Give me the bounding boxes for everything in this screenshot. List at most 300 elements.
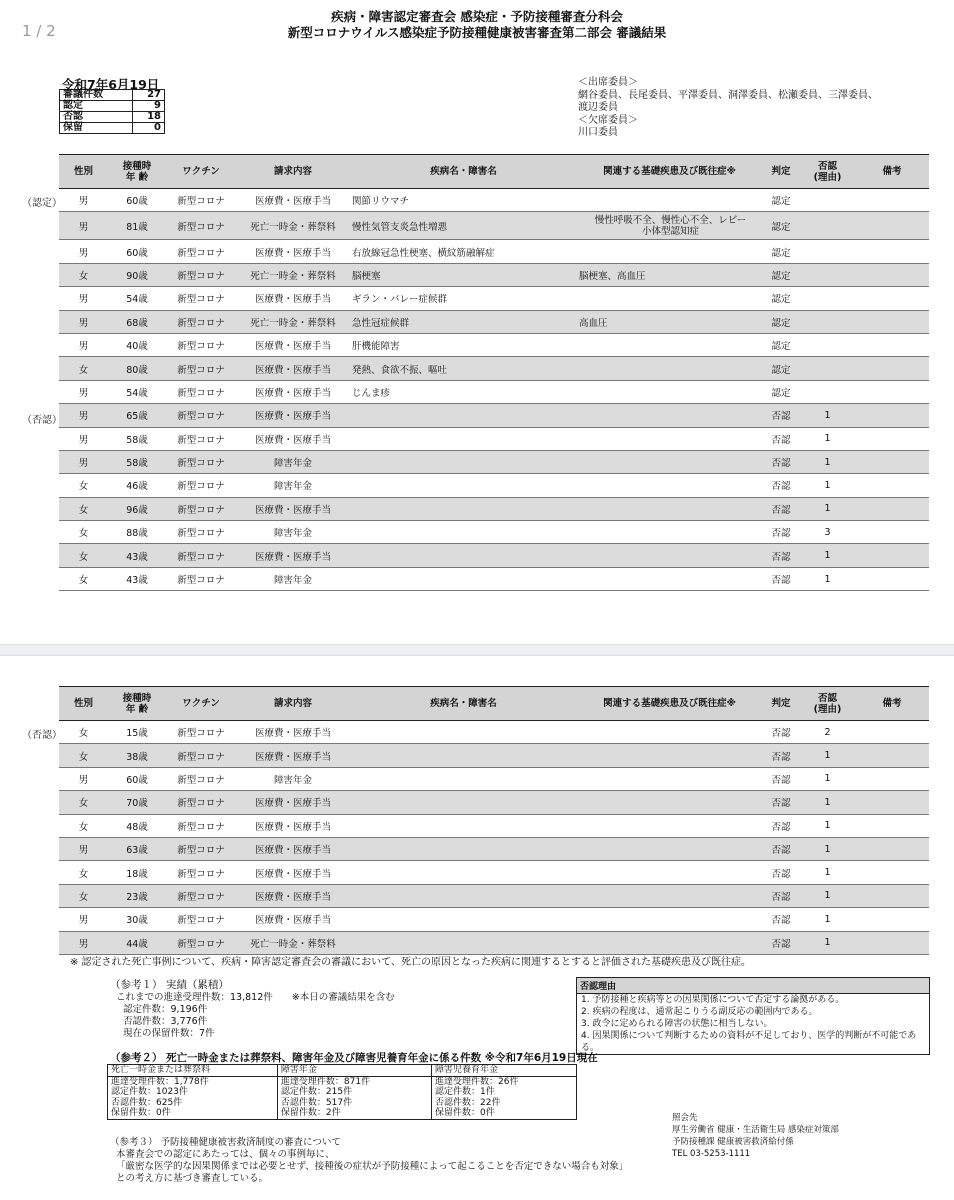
cell-remarks [855, 357, 929, 380]
cell-claim: 医療費・医療手当 [236, 861, 350, 884]
cell-age: 81歳 [108, 212, 166, 240]
ref2-cell: 進達受理件数：26件 [432, 1076, 577, 1087]
ref2-cell: 否認件数：625件 [108, 1098, 278, 1109]
cell-sex: 男 [59, 427, 108, 450]
table-row [59, 263, 929, 286]
cell-judgment: 認定 [762, 287, 800, 310]
page-break [0, 644, 954, 656]
cell-related: 脳梗塞、高血圧 [577, 263, 762, 286]
cell-sex: 男 [59, 380, 108, 403]
cell-disease [350, 521, 577, 544]
header-claim: 請求内容 [236, 687, 350, 721]
present-heading: ＜出席委員＞ [578, 77, 638, 88]
header-vaccine: ワクチン [166, 155, 236, 189]
cell-age: 23歳 [108, 884, 166, 907]
table-row [59, 744, 929, 767]
cell-related [577, 837, 762, 860]
cell-sex: 女 [59, 474, 108, 497]
cell-vaccine: 新型コロナ [166, 287, 236, 310]
ref2-table [107, 1064, 577, 1120]
cell-reason [800, 333, 855, 356]
cell-disease [350, 450, 577, 473]
cell-judgment: 否認 [762, 837, 800, 860]
cell-related [577, 497, 762, 520]
denial-reason-item: 2. 疾病の程度は、通常起こりうる副反応の範囲内である。 [581, 1007, 818, 1017]
cell-sex: 女 [59, 497, 108, 520]
cell-claim: 死亡一時金・葬祭料 [236, 310, 350, 333]
cell-judgment: 否認 [762, 544, 800, 567]
cell-disease [350, 474, 577, 497]
cell-vaccine: 新型コロナ [166, 744, 236, 767]
header-age [108, 155, 166, 189]
cell-sex: 男 [59, 189, 108, 212]
ref2-cell: 進達受理件数：1,778件 [108, 1076, 278, 1087]
cell-disease: 関節リウマチ [350, 189, 577, 212]
cell-vaccine: 新型コロナ [166, 380, 236, 403]
cell-judgment: 否認 [762, 861, 800, 884]
cell-sex: 女 [59, 263, 108, 286]
cell-related [577, 474, 762, 497]
header-reason-line1: 否認 [817, 160, 837, 172]
cell-reason: 2 [800, 721, 855, 744]
cell-remarks [855, 744, 929, 767]
cell-reason: 1 [800, 908, 855, 931]
cell-related [577, 240, 762, 263]
cell-sex: 男 [59, 240, 108, 263]
cell-remarks [855, 380, 929, 403]
cell-related [577, 333, 762, 356]
cell-vaccine: 新型コロナ [166, 721, 236, 744]
cell-remarks [855, 240, 929, 263]
cell-remarks [855, 567, 929, 590]
present-members-cont: 渡辺委員 [578, 102, 618, 113]
table-header-row [59, 687, 929, 721]
ref2-cell: 保留件数：0件 [108, 1108, 278, 1119]
cell-related: 高血圧 [577, 310, 762, 333]
cell-related [577, 404, 762, 427]
cell-vaccine: 新型コロナ [166, 908, 236, 931]
cell-judgment: 否認 [762, 884, 800, 907]
cell-disease: じんま疹 [350, 380, 577, 403]
cell-claim: 医療費・医療手当 [236, 744, 350, 767]
table-row [59, 212, 929, 240]
cell-reason [800, 240, 855, 263]
cell-vaccine: 新型コロナ [166, 240, 236, 263]
cell-age: 54歳 [108, 287, 166, 310]
cell-remarks [855, 837, 929, 860]
cell-judgment: 認定 [762, 240, 800, 263]
header-remarks: 備考 [855, 155, 929, 189]
cell-judgment: 認定 [762, 310, 800, 333]
cell-vaccine: 新型コロナ [166, 404, 236, 427]
present-members: 網谷委員、長尾委員、平澤委員、洞澤委員、松瀬委員、三澤委員、 [578, 89, 878, 101]
ref2-cell: 進達受理件数：871件 [277, 1076, 431, 1087]
cell-remarks [855, 212, 929, 240]
cell-reason: 1 [800, 744, 855, 767]
cell-related [577, 884, 762, 907]
contact-phone: TEL 03-5253-1111 [672, 1149, 751, 1159]
cell-sex: 男 [59, 767, 108, 790]
summary-label: 保留 [60, 123, 133, 134]
cell-age: 46歳 [108, 474, 166, 497]
header-remarks: 備考 [855, 687, 929, 721]
cell-vaccine: 新型コロナ [166, 497, 236, 520]
cell-judgment: 認定 [762, 357, 800, 380]
cell-judgment: 否認 [762, 567, 800, 590]
header-age-line1: 接種時 [122, 160, 152, 172]
ref2-cell: 認定件数：1件 [432, 1087, 577, 1098]
cell-remarks [855, 333, 929, 356]
cell-sex: 女 [59, 544, 108, 567]
cell-judgment: 否認 [762, 721, 800, 744]
contact-section: 予防接種課 健康被害救済給付係 [672, 1137, 794, 1147]
cell-sex: 女 [59, 791, 108, 814]
cell-disease: 慢性気管支炎急性増悪 [350, 212, 577, 240]
absent-heading: ＜欠席委員＞ [578, 114, 638, 126]
cell-age: 43歳 [108, 544, 166, 567]
table-row [59, 189, 929, 212]
cell-disease [350, 908, 577, 931]
cell-related [577, 380, 762, 403]
cell-age: 43歳 [108, 567, 166, 590]
cell-reason: 1 [800, 861, 855, 884]
ref2-row [108, 1098, 577, 1109]
cell-claim: 死亡一時金・葬祭料 [236, 931, 350, 954]
cell-reason [800, 212, 855, 240]
ref2-header: 死亡一時金または葬祭料 [108, 1065, 278, 1077]
cell-disease: 肝機能障害 [350, 333, 577, 356]
cell-judgment: 否認 [762, 404, 800, 427]
header-disease: 疾病名・障害名 [350, 687, 577, 721]
header-judgment: 判定 [762, 155, 800, 189]
cell-remarks [855, 497, 929, 520]
table-row [59, 861, 929, 884]
cell-vaccine: 新型コロナ [166, 357, 236, 380]
cell-vaccine: 新型コロナ [166, 791, 236, 814]
header-judgment: 判定 [762, 687, 800, 721]
summary-table [59, 89, 165, 134]
cell-sex: 男 [59, 310, 108, 333]
table-row [59, 333, 929, 356]
cell-disease: 右放線冠急性梗塞、横紋筋融解症 [350, 240, 577, 263]
summary-row [60, 101, 165, 112]
cell-claim: 医療費・医療手当 [236, 791, 350, 814]
cell-claim: 医療費・医療手当 [236, 884, 350, 907]
cell-sex: 女 [59, 861, 108, 884]
cell-related [577, 931, 762, 954]
cell-age: 80歳 [108, 357, 166, 380]
cell-age: 40歳 [108, 333, 166, 356]
cell-reason: 1 [800, 567, 855, 590]
cell-age: 30歳 [108, 908, 166, 931]
cell-sex: 男 [59, 333, 108, 356]
cell-vaccine: 新型コロナ [166, 567, 236, 590]
cell-remarks [855, 263, 929, 286]
denial-reason-item: 1. 予防接種と疾病等との因果関係について否定する論拠がある。 [581, 995, 845, 1005]
cell-claim: 死亡一時金・葬祭料 [236, 263, 350, 286]
cell-vaccine: 新型コロナ [166, 544, 236, 567]
table-row [59, 767, 929, 790]
cell-claim: 医療費・医療手当 [236, 333, 350, 356]
contact-dept: 厚生労働省 健康・生活衛生局 感染症対策部 [672, 1125, 839, 1135]
cell-reason: 1 [800, 450, 855, 473]
table-row [59, 474, 929, 497]
cell-remarks [855, 931, 929, 954]
cell-related [577, 861, 762, 884]
cell-judgment: 否認 [762, 521, 800, 544]
ref2-cell: 保留件数：0件 [432, 1108, 577, 1119]
header-reason-line2: (理由) [813, 171, 842, 183]
cell-vaccine: 新型コロナ [166, 474, 236, 497]
header-claim: 請求内容 [236, 155, 350, 189]
cell-claim: 医療費・医療手当 [236, 908, 350, 931]
cell-judgment: 否認 [762, 767, 800, 790]
cell-reason: 1 [800, 791, 855, 814]
cell-reason [800, 287, 855, 310]
ref2-header: 障害児養育年金 [432, 1065, 577, 1077]
cell-sex: 女 [59, 721, 108, 744]
header-related: 関連する基礎疾患及び既往症※ [577, 155, 762, 189]
cell-reason: 1 [800, 814, 855, 837]
cell-disease [350, 931, 577, 954]
results-table-page1 [59, 154, 929, 591]
cell-claim: 死亡一時金・葬祭料 [236, 212, 350, 240]
cell-related [577, 567, 762, 590]
cell-disease [350, 861, 577, 884]
ref1-title: （参考１） 実績（累積） [110, 979, 229, 991]
table-row [59, 287, 929, 310]
group-label-approved: （認定） [22, 198, 62, 209]
cell-sex: 男 [59, 212, 108, 240]
cell-disease [350, 567, 577, 590]
cell-vaccine: 新型コロナ [166, 931, 236, 954]
cell-related [577, 767, 762, 790]
cell-remarks [855, 861, 929, 884]
table-row [59, 721, 929, 744]
ref2-row [108, 1087, 577, 1098]
cell-remarks [855, 908, 929, 931]
cell-judgment: 否認 [762, 791, 800, 814]
cell-sex: 女 [59, 744, 108, 767]
table-header-row [59, 155, 929, 189]
summary-label: 認定 [60, 101, 133, 112]
cell-related [577, 450, 762, 473]
cell-reason: 1 [800, 427, 855, 450]
cell-reason [800, 189, 855, 212]
cell-related [577, 357, 762, 380]
cell-judgment: 否認 [762, 427, 800, 450]
cell-disease [350, 814, 577, 837]
header-reason [800, 687, 855, 721]
header-vaccine: ワクチン [166, 687, 236, 721]
cell-claim: 医療費・医療手当 [236, 357, 350, 380]
cell-remarks [855, 427, 929, 450]
cell-remarks [855, 521, 929, 544]
cell-age: 58歳 [108, 427, 166, 450]
cell-vaccine: 新型コロナ [166, 837, 236, 860]
cell-claim: 障害年金 [236, 767, 350, 790]
cell-claim: 医療費・医療手当 [236, 427, 350, 450]
cell-claim: 医療費・医療手当 [236, 721, 350, 744]
summary-value: 9 [132, 101, 164, 112]
related-line: 慢性呼吸不全、慢性心不全、レビー [594, 214, 747, 226]
cell-reason: 1 [800, 474, 855, 497]
ref3-line2: 「厳密な医学的な因果関係までは必要とせず、接種後の症状が予防接種によって起こることを否定できない場合も対象」 [116, 1161, 629, 1172]
cell-claim: 医療費・医療手当 [236, 240, 350, 263]
absent-members: 川口委員 [578, 127, 618, 138]
contact-block [672, 1112, 839, 1160]
table-row [59, 908, 929, 931]
cell-age: 48歳 [108, 814, 166, 837]
ref2-header-row [108, 1065, 577, 1077]
contact-heading: 照会先 [672, 1113, 698, 1123]
table-row [59, 837, 929, 860]
cell-claim: 医療費・医療手当 [236, 287, 350, 310]
cell-remarks [855, 721, 929, 744]
cell-disease [350, 884, 577, 907]
cell-disease [350, 791, 577, 814]
table-row [59, 544, 929, 567]
cell-remarks [855, 287, 929, 310]
summary-value: 18 [132, 112, 164, 123]
cell-vaccine: 新型コロナ [166, 521, 236, 544]
cell-disease: 発熱、食欲不振、嘔吐 [350, 357, 577, 380]
summary-value: 0 [132, 123, 164, 134]
cell-sex: 男 [59, 287, 108, 310]
summary-label: 否認 [60, 112, 133, 123]
cell-age: 63歳 [108, 837, 166, 860]
cell-reason [800, 263, 855, 286]
page-indicator: 1 / 2 [22, 22, 56, 40]
cell-disease: ギラン・バレー症候群 [350, 287, 577, 310]
cell-sex: 男 [59, 931, 108, 954]
cell-remarks [855, 310, 929, 333]
cell-reason: 1 [800, 544, 855, 567]
table-row [59, 791, 929, 814]
cell-age: 38歳 [108, 744, 166, 767]
cell-claim: 医療費・医療手当 [236, 497, 350, 520]
ref3-line3: との考え方に基づき審査している。 [116, 1173, 269, 1184]
table-row [59, 521, 929, 544]
cell-age: 65歳 [108, 404, 166, 427]
cell-related [577, 544, 762, 567]
cell-sex: 男 [59, 450, 108, 473]
header-reason-line2: (理由) [813, 703, 842, 715]
cell-vaccine: 新型コロナ [166, 861, 236, 884]
cell-sex: 女 [59, 884, 108, 907]
cell-vaccine: 新型コロナ [166, 263, 236, 286]
ref2-cell: 否認件数：22件 [432, 1098, 577, 1109]
table-row [59, 567, 929, 590]
header-reason [800, 155, 855, 189]
cell-judgment: 否認 [762, 908, 800, 931]
cell-claim: 医療費・医療手当 [236, 837, 350, 860]
cell-age: 96歳 [108, 497, 166, 520]
cell-judgment: 認定 [762, 263, 800, 286]
cell-age: 88歳 [108, 521, 166, 544]
cell-judgment: 否認 [762, 931, 800, 954]
cell-reason: 1 [800, 497, 855, 520]
header-age-line2: 年 齢 [125, 171, 149, 183]
denial-reasons-box [576, 977, 930, 1055]
cell-reason [800, 357, 855, 380]
header-age-line1: 接種時 [122, 692, 152, 704]
cell-claim: 医療費・医療手当 [236, 404, 350, 427]
table-row [59, 931, 929, 954]
cell-judgment: 否認 [762, 450, 800, 473]
ref3-title: （参考３） 予防接種健康被害救済制度の審査について [110, 1137, 341, 1148]
members-block [578, 77, 878, 140]
cell-reason: 1 [800, 884, 855, 907]
cell-judgment: 認定 [762, 212, 800, 240]
cell-reason [800, 380, 855, 403]
cell-disease: 脳梗塞 [350, 263, 577, 286]
cell-sex: 男 [59, 908, 108, 931]
cell-age: 60歳 [108, 767, 166, 790]
cell-remarks [855, 189, 929, 212]
group-label-denied: （否認） [22, 415, 62, 426]
cell-related [577, 814, 762, 837]
cell-claim: 医療費・医療手当 [236, 544, 350, 567]
header-related: 関連する基礎疾患及び既往症※ [577, 687, 762, 721]
summary-value: 27 [132, 90, 164, 101]
cell-related [577, 908, 762, 931]
cell-reason: 3 [800, 521, 855, 544]
cell-age: 60歳 [108, 240, 166, 263]
cell-remarks [855, 474, 929, 497]
cell-claim: 障害年金 [236, 521, 350, 544]
document-title-line1: 疾病・障害認定審査会 感染症・予防接種審査分科会 [331, 9, 623, 24]
cell-remarks [855, 544, 929, 567]
summary-row [60, 123, 165, 134]
cell-judgment: 認定 [762, 189, 800, 212]
cell-disease [350, 544, 577, 567]
ref3-line1: 本審査会での認定にあたっては、個々の事例毎に、 [116, 1149, 335, 1160]
denial-reasons-title: 否認理由 [577, 978, 929, 994]
denial-reason-item: 4. 因果関係について判断するための資料が不足しており、医学的判断が不可能である。 [581, 1031, 917, 1053]
cell-age: 18歳 [108, 861, 166, 884]
header-disease: 疾病名・障害名 [350, 155, 577, 189]
group-label-denied-p2: （否認） [22, 730, 62, 741]
cell-related [577, 791, 762, 814]
cell-remarks [855, 450, 929, 473]
ref1-line2: 認定件数：9,196件 [123, 1004, 208, 1015]
cell-sex: 女 [59, 357, 108, 380]
cell-vaccine: 新型コロナ [166, 884, 236, 907]
cell-disease [350, 721, 577, 744]
summary-label: 審議件数 [60, 90, 133, 101]
meeting-date: 令和7年6月19日 [62, 77, 160, 92]
table-row [59, 497, 929, 520]
table-row [59, 380, 929, 403]
table-row [59, 814, 929, 837]
cell-judgment: 認定 [762, 333, 800, 356]
footnote: ※ 認定された死亡事例について、疾病・障害認定審査会の審議において、死亡の原因となった疾病に関連するとすると評価された基礎疾患及び既往症。 [70, 957, 751, 968]
cell-vaccine: 新型コロナ [166, 212, 236, 240]
cell-claim: 医療費・医療手当 [236, 189, 350, 212]
denial-reason-item: 3. 政令に定められる障害の状態に相当しない。 [581, 1019, 773, 1029]
cell-vaccine: 新型コロナ [166, 767, 236, 790]
ref2-cell: 保留件数：2件 [277, 1108, 431, 1119]
header-age-line2: 年 齢 [125, 703, 149, 715]
cell-judgment: 認定 [762, 380, 800, 403]
cell-claim: 医療費・医療手当 [236, 814, 350, 837]
ref2-row [108, 1108, 577, 1119]
cell-related [577, 287, 762, 310]
ref2-cell: 否認件数：517件 [277, 1098, 431, 1109]
summary-row [60, 112, 165, 123]
cell-claim: 障害年金 [236, 450, 350, 473]
